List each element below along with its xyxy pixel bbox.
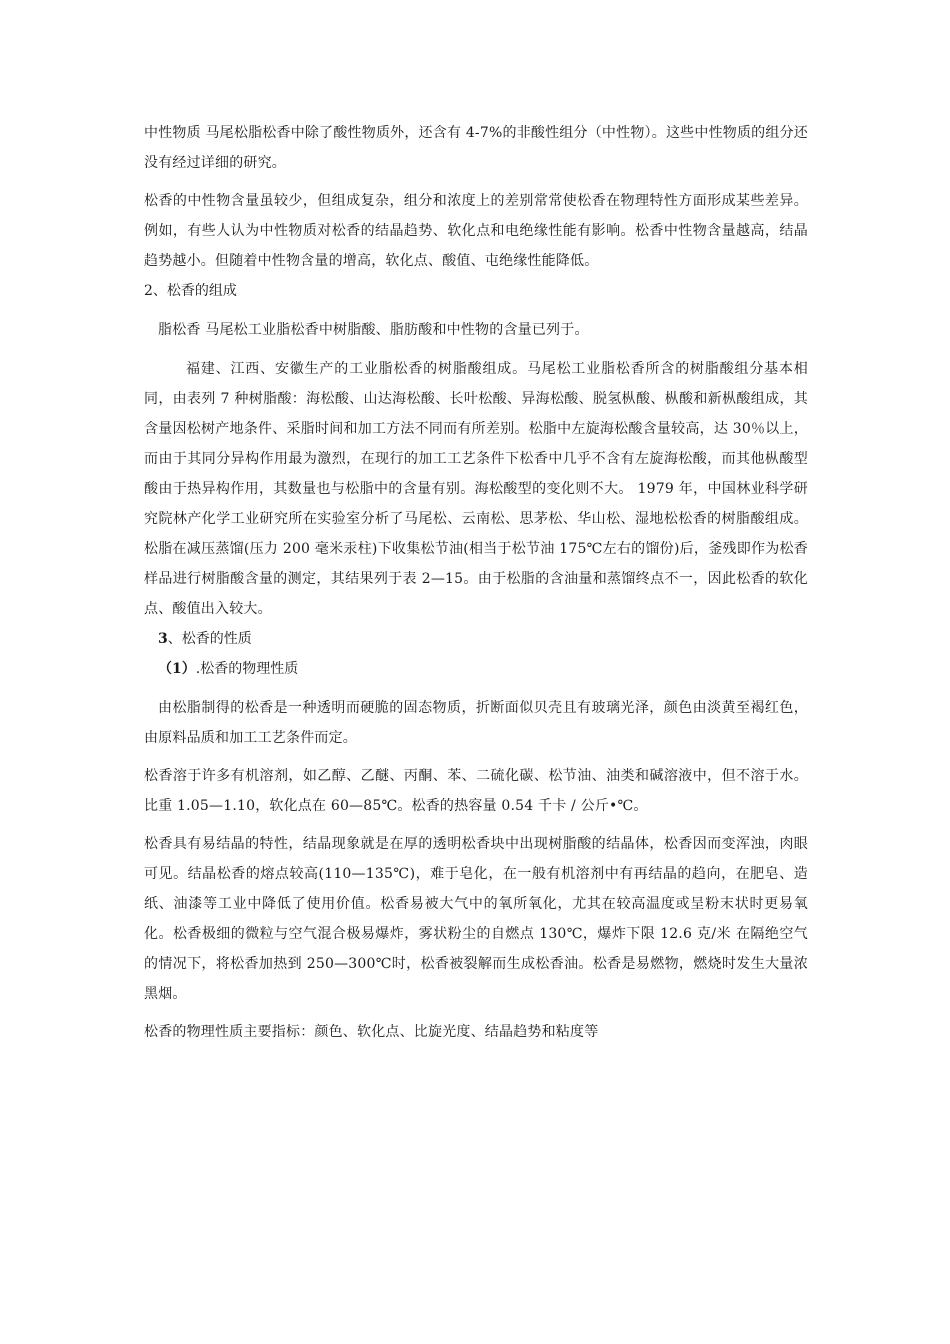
paragraph-rosin-appearance: 由松脂制得的松香是一种透明而硬脆的固态物质，折断面似贝壳且有玻璃光泽，颜色由淡黄至褐红色，由原料品质和加工工艺条件而定。 [144,700,808,746]
section-number: 3 [158,631,168,647]
subsection-heading-text: .松香的物理性质 [195,661,299,677]
paragraph-physical-indicators: 松香的物理性质主要指标：颜色、软化点、比旋光度、结晶趋势和粘度等 [144,1024,599,1040]
paragraph-rosin-solubility: 松香溶于许多有机溶剂，如乙醇、乙醚、丙酮、苯、二硫化碳、松节油、油类和碱溶液中，但不溶于水。比重 1.05—1.10，软化点在 60—85℃。松香的热容量 0.54 千卡 / 公斤•℃。 [144,768,808,814]
section-heading-properties [144,624,808,654]
paragraph-neutral-content: 松香的中性物含量虽较少，但组成复杂，组分和浓度上的差别常常使松香在物理特性方面形成某些差异。例如，有些人认为中性物质对松香的结晶趋势、软化点和电绝缘性能有影响。松香中性物含量越高，结晶趋势越小。但随着中性物含量的增高，软化点、酸值、屯绝缘性能降低。 [144,193,808,269]
subsection-heading-physical [144,654,808,684]
document-page [144,118,808,1047]
section-heading-composition: 2、松香的组成 [144,283,237,299]
paragraph-gum-rosin: 脂松香 马尾松工业脂松香中树脂酸、脂肪酸和中性物的含量已列于。 [158,322,589,338]
paragraph-rosin-crystallization: 松香具有易结晶的特性，结晶现象就是在厚的透明松香块中出现树脂酸的结晶体，松香因而变浑浊，肉眼可见。结晶松香的熔点较高(110—135℃)，难于皂化，在一般有机溶剂中有再结晶的趋向，在肥皂、造纸、油漆等工业中降低了使用价值。松香易被大气中的氧所氧化，尤其在较高温度或呈粉末状时更易氧化。松香极细的微粒与空气混合极易爆炸，雾状粉尘的自燃点 130℃，爆炸下限 12.6 克/米 在隔绝空气的情况下，将松香加热到 250—300℃时，松香被裂解而生成松香油。松香是易燃物，燃烧时发生大量浓黑烟。 [144,836,808,1002]
paragraph-resin-acid-composition: 福建、江西、安徽生产的工业脂松香的树脂酸组成。马尾松工业脂松香所含的树脂酸组分基本相同，由表列 7 种树脂酸：海松酸、山达海松酸、长叶松酸、异海松酸、脱氢枞酸、枞酸和新枞酸组成，其含量因松树产地条件、采脂时间和加工方法不同而有所差别。松脂中左旋海松酸含量较高，达 30％以上，而由于其同分异构作用最为激烈，在现行的加工工艺条件下松香中几乎不含有左旋海松酸，而其他枞酸型酸由于热异构作用，其数量也与松脂中的含量有别。海松酸型的变化则不大。 1979 年，中国林业科学研究院林产化学工业研究所在实验室分析了马尾松、云南松、思茅松、华山松、湿地松松香的树脂酸组成。松脂在减压蒸馏(压力 200 毫米汞柱)下收集松节油(相当于松节油 175℃左右的馏份)后，釜残即作为松香样品进行树脂酸含量的测定，其结果列于表 2—15。由于松脂的含油量和蒸馏终点不一，因此松香的软化点、酸值出入较大。 [144,361,808,617]
section-heading-text: 、松香的性质 [167,631,252,647]
subsection-number: （1） [158,661,196,677]
paragraph-neutral-substances: 中性物质 马尾松脂松香中除了酸性物质外，还含有 4-7%的非酸性组分（中性物）。这些中性物质的组分还没有经过详细的研究。 [144,125,808,171]
